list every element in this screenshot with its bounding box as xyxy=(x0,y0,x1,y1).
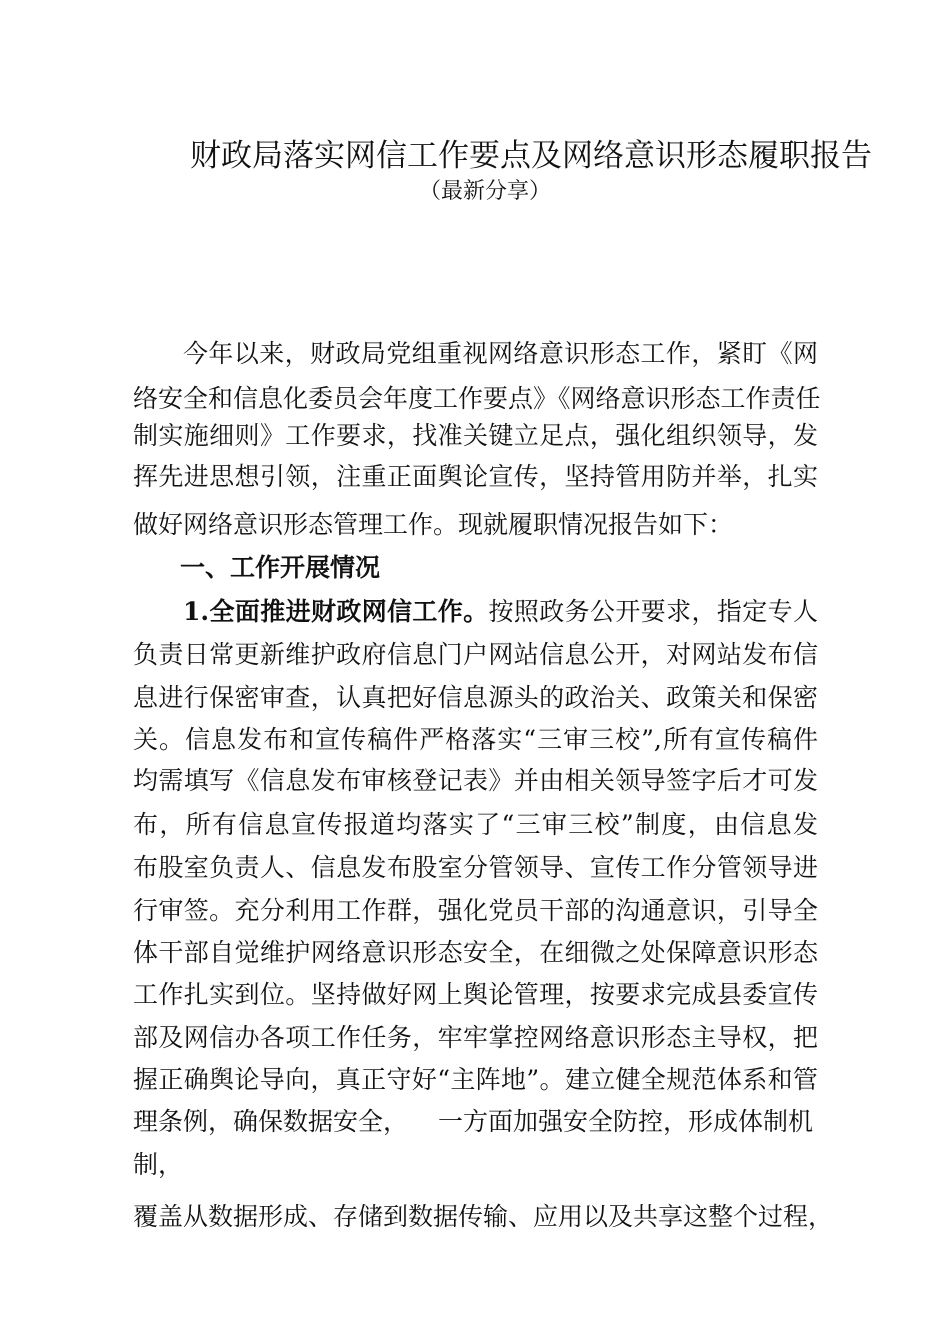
intro-line: 挥先进思想引领，注重正面舆论宣传，坚持管用防并举，扎实 xyxy=(133,462,818,491)
intro-line: 制实施细则》工作要求，找准关键立足点，强化组织领导，发 xyxy=(133,421,818,450)
body-line: 覆盖从数据形成、存储到数据传输、应用以及共享这整个过程， xyxy=(133,1202,834,1231)
body-line: 布股室负责人、信息发布股室分管领导、宣传工作分管领导进 xyxy=(133,853,818,882)
intro-line: 络安全和信息化委员会年度工作要点》《网络意识形态工作责任 xyxy=(133,384,821,413)
body-split-line xyxy=(133,1103,814,1141)
section-heading: 一、工作开展情况 xyxy=(180,553,381,582)
body-line: 行审签。充分利用工作群，强化党员干部的沟通意识，引导全 xyxy=(133,896,818,925)
split-line-part-b: 一方面加强安全防控，形成体制机 xyxy=(438,1107,814,1136)
body-line: 工作扎实到位。坚持做好网上舆论管理，按要求完成县委宣传 xyxy=(133,980,818,1009)
intro-line: 今年以来，财政局党组重视网络意识形态工作，紧盯《网 xyxy=(183,339,818,368)
body-line: 负责日常更新维护政府信息门户网站信息公开，对网站发布信 xyxy=(133,640,818,669)
body-line: 息进行保密审查，认真把好信息源头的政治关、政策关和保密 xyxy=(133,683,818,712)
body-line: 部及网信办各项工作任务，牢牢掌控网络意识形态主导权，把 xyxy=(133,1023,818,1052)
body-line: 布，所有信息宣传报道均落实了“三审三校”制度，由信息发 xyxy=(133,810,818,839)
body-line: 均需填写《信息发布审核登记表》并由相关领导签字后才可发 xyxy=(133,766,818,795)
body-orphan-line: 制， xyxy=(133,1150,184,1179)
document-subtitle: （最新分享） xyxy=(419,179,552,204)
intro-line: 做好网络意识形态管理工作。现就履职情况报告如下： xyxy=(133,510,734,539)
body-line: 体干部自觉维护网络意识形态安全，在细微之处保障意识形态 xyxy=(133,938,818,967)
item1-first-line xyxy=(183,593,818,631)
document-title: 财政局落实网信工作要点及网络意识形态履职报告 xyxy=(190,138,872,174)
item1-lead: 1.全面推进财政网信工作。 xyxy=(183,597,489,626)
body-line: 握正确舆论导向，真正守好“主阵地”。建立健全规范体系和管 xyxy=(133,1065,818,1094)
body-line: 关。信息发布和宣传稿件严格落实“三审三校”,所有宣传稿件 xyxy=(133,725,818,754)
split-line-part-a: 理条例，确保数据安全， xyxy=(133,1107,409,1136)
item1-first-line-rest: 按照政务公开要求，指定专人 xyxy=(488,597,818,626)
